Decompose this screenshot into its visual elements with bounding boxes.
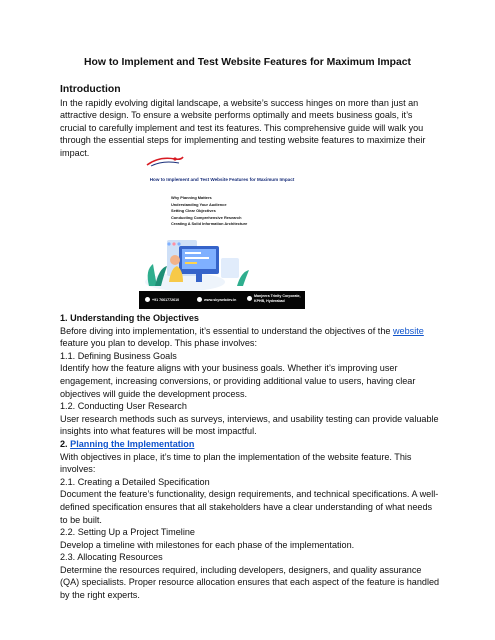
intro-section (60, 84, 440, 160)
content-sections (60, 312, 440, 602)
developer-illustration (139, 232, 305, 292)
subsection-paragraph: Document the feature’s functionality, design requirements, and technical specifications. A well-defined specification ensures that all stakeholders have a clear understanding of what needs to be built. (60, 489, 439, 525)
intro-paragraph: In the rapidly evolving digital landscape, a website’s success hinges on more than just an attractive design. To ensure a website performs optimally and meets business goals, it’s crucial to carefully implement and test its features. This comprehensive guide will walk you through the essential steps for implementing and testing website features to maximize their impact. (60, 97, 426, 158)
subsection-heading: 1.1. Defining Business Goals (60, 350, 177, 361)
intro-heading: Introduction (60, 84, 121, 95)
banner-topic: Understanding Your Audience (171, 201, 227, 207)
section-1-heading: 1. Understanding the Objectives (60, 313, 199, 323)
banner-phone: +91 7661772610 (145, 297, 179, 302)
website-link[interactable]: website (392, 325, 424, 336)
section-2-heading: 2. Planning the Implementation (60, 438, 195, 449)
banner-contact-bar (139, 291, 305, 309)
subsection-paragraph: Develop a timeline with milestones for each phase of the implementation. (60, 539, 355, 550)
section-1-paragraph: Before diving into implementation, it’s essential to understand the objectives of the website feature you plan to develop. This phase involves: (60, 325, 424, 349)
subsection-heading: 2.3. Allocating Resources (60, 552, 163, 563)
banner-title: How to Implement and Test Website Features for Maximum Impact (149, 177, 295, 182)
subsection-heading: 1.2. Conducting User Research (60, 401, 187, 412)
section-2-paragraph: With objectives in place, it’s time to plan the implementation of the website feature. This involves: (60, 451, 412, 475)
phone-icon (145, 297, 150, 302)
location-pin-icon (247, 296, 252, 301)
banner-topic: Why Planning Matters (171, 195, 212, 200)
banner-topic: Conducting Comprehensive Research (171, 214, 242, 220)
document-title: How to Implement and Test Website Features for Maximum Impact (84, 57, 411, 68)
article-banner-image (139, 152, 305, 309)
company-logo (145, 154, 185, 168)
banner-topic-list (171, 195, 247, 228)
banner-topic: Creating A Solid Information Architecture (171, 221, 248, 227)
subsection-heading: 2.2. Setting Up a Project Timeline (60, 527, 195, 538)
subsection-heading: 2.1. Creating a Detailed Specification (60, 476, 210, 487)
banner-website: www.skywebdev.in (197, 297, 236, 302)
banner-address: Manjeera Trinity Corporate, KPHB, Hyderabad (247, 294, 301, 303)
subsection-paragraph: User research methods such as surveys, interviews, and usability testing can provide valuable insights into what features will be most impactful. (60, 413, 439, 437)
subsection-paragraph: Identify how the feature aligns with your business goals. Whether it’s improving user engagement, increasing conversions, or providing additional value to users, having clear objectives will guide the development process. (60, 363, 416, 399)
subsection-paragraph: Determine the resources required, including developers, designers, and quality assurance (QA) specialists. Proper resource allocation ensures that each aspect of the feature is handled by the right experts. (60, 564, 440, 601)
banner-topic: Setting Clear Objectives (171, 208, 216, 214)
planning-implementation-link[interactable]: Planning the Implementation (70, 438, 195, 449)
globe-icon (197, 297, 202, 302)
